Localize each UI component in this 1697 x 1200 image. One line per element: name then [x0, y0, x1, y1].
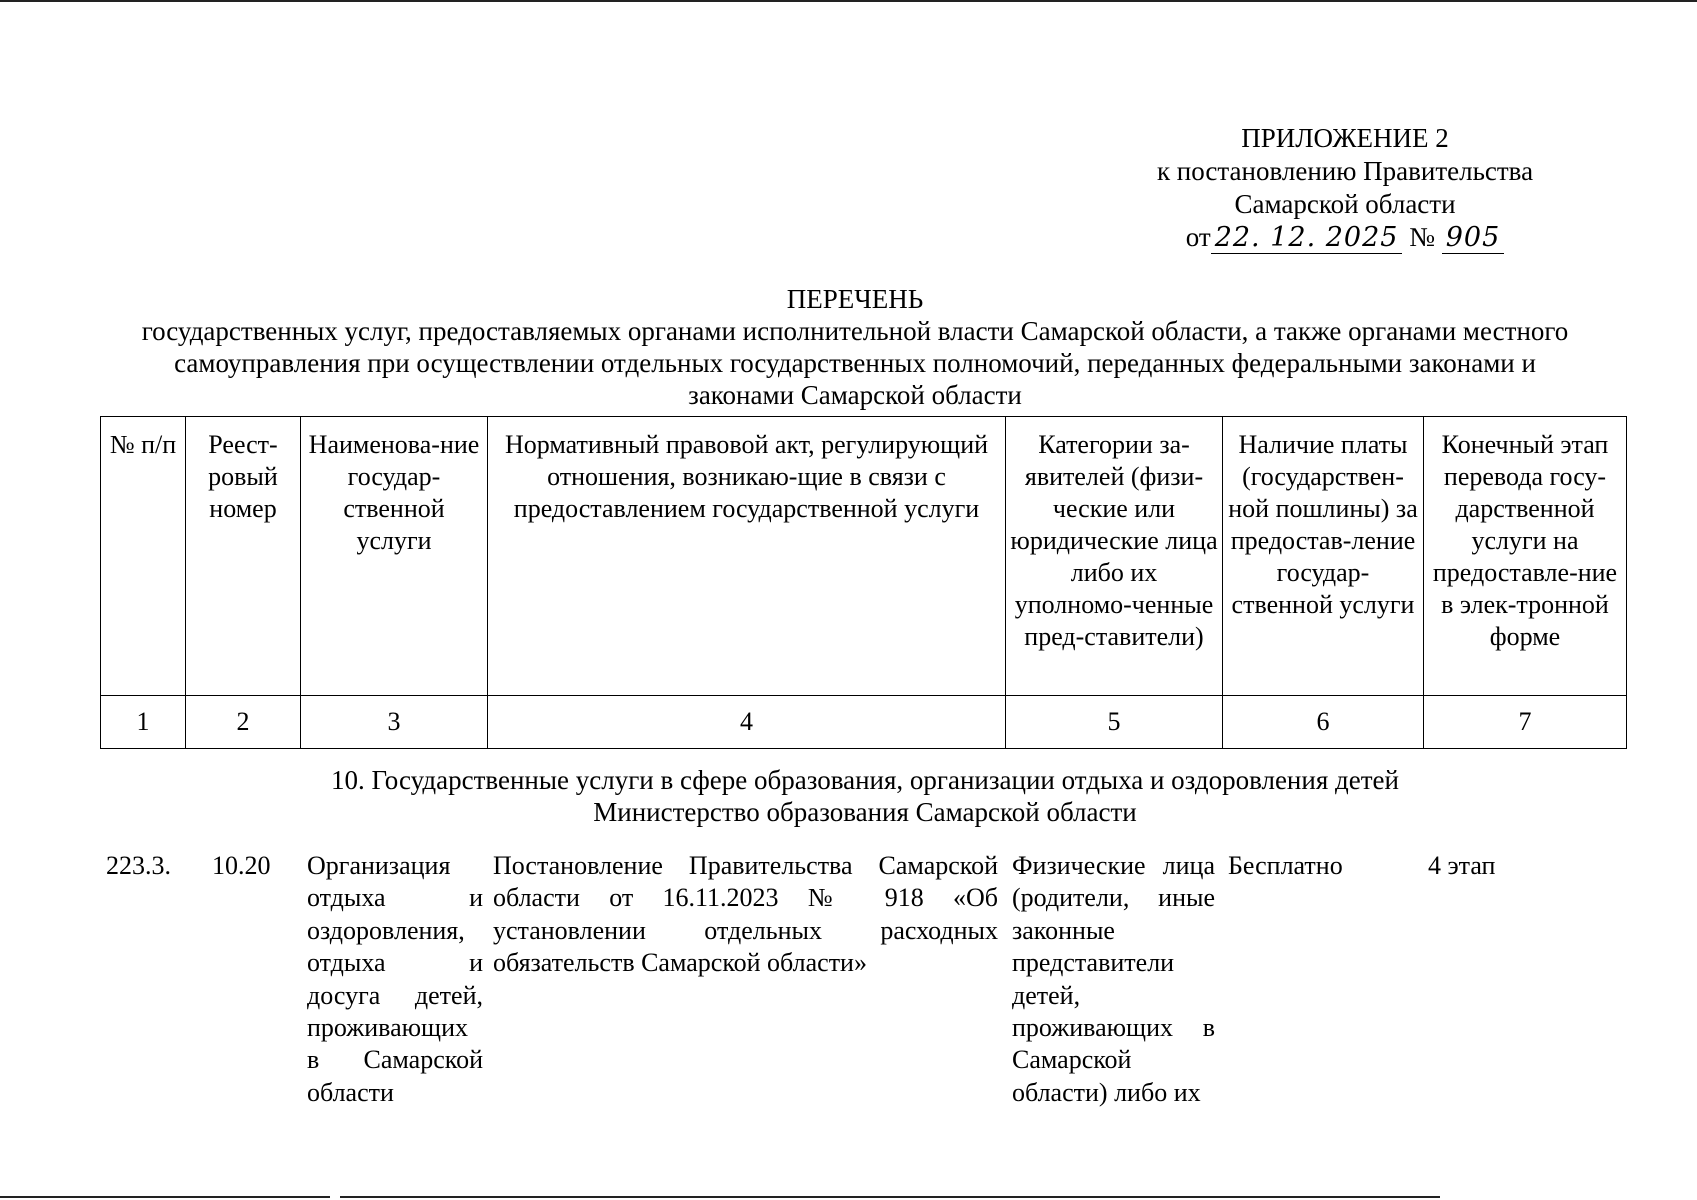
appendix-line-1: к постановлению Правительства [1156, 156, 1534, 186]
page-bottom-border-right [340, 1196, 1440, 1198]
column-number: 1 [101, 696, 186, 749]
header-cell-applicants: Категории за-явителей (физи-ческие или юридические лица либо их уполномо-ченные пред-ставители) [1006, 417, 1223, 696]
column-number: 6 [1223, 696, 1424, 749]
row-legal-act: Постановление Правительства Самарской области от 16.11.2023 № 918 «Об установлении отдельных расходных обязательств Самарской области» [493, 851, 998, 978]
handwritten-date: 22. 12. 2025 [1211, 223, 1403, 254]
appendix-line-2: Самарской области [1234, 189, 1456, 219]
header-cell-number: № п/п [101, 417, 186, 696]
row-fee: Бесплатно [1228, 851, 1343, 880]
page-top-border [0, 0, 1697, 2]
appendix-date-line [1120, 221, 1570, 254]
column-number: 7 [1424, 696, 1627, 749]
table-header-row [101, 417, 1627, 696]
services-table-header [100, 416, 1627, 749]
row-service-name: Организация отдыха и оздоровления, отдыха и досуга детей, проживающих в Самарской области [307, 851, 483, 1107]
row-registry-number: 10.20 [212, 851, 271, 880]
header-cell-fee: Наличие платы (государствен-ной пошлины) за предостав-ление государ-ственной услуги [1223, 417, 1424, 696]
list-title: ПЕРЕЧЕНЬ [786, 284, 924, 314]
date-prefix: от [1185, 222, 1211, 252]
list-heading [120, 283, 1590, 411]
column-number: 2 [186, 696, 301, 749]
column-number: 5 [1006, 696, 1223, 749]
appendix-title: ПРИЛОЖЕНИЕ 2 [1241, 123, 1449, 153]
column-number: 4 [488, 696, 1006, 749]
page-bottom-border-left [0, 1196, 330, 1198]
row-number: 223.3. [106, 851, 171, 880]
list-subtitle: государственных услуг, предоставляемых органами исполнительной власти Самарской области, а также органами местного самоуправления при осуществлении отдельных государственных полномочий, переданных федеральными законами и законами Самарской области [141, 316, 1569, 410]
header-cell-stage: Конечный этап перевода госу-дарственной услуги на предоставле-ние в элек-тронной форме [1424, 417, 1627, 696]
appendix-block [1120, 122, 1570, 254]
header-cell-registry: Реест-ровый номер [186, 417, 301, 696]
section-caption [150, 764, 1580, 828]
row-final-stage: 4 этап [1428, 851, 1496, 880]
table-column-numbers-row [101, 696, 1627, 749]
header-cell-service-name: Наименова-ние государ-ственной услуги [301, 417, 488, 696]
handwritten-number: 905 [1442, 223, 1505, 254]
section-title: 10. Государственные услуги в сфере образования, организации отдыха и оздоровления детей [331, 765, 1399, 795]
header-cell-legal-act: Нормативный правовой акт, регулирующий отношения, возникаю-щие в связи с предоставлением государственной услуги [488, 417, 1006, 696]
number-prefix: № [1409, 222, 1435, 252]
column-number: 3 [301, 696, 488, 749]
ministry-name: Министерство образования Самарской области [593, 797, 1137, 827]
row-applicant-category: Физические лица (родители, иные законные представители детей, проживающих в Самарской области) либо их [1012, 851, 1215, 1107]
